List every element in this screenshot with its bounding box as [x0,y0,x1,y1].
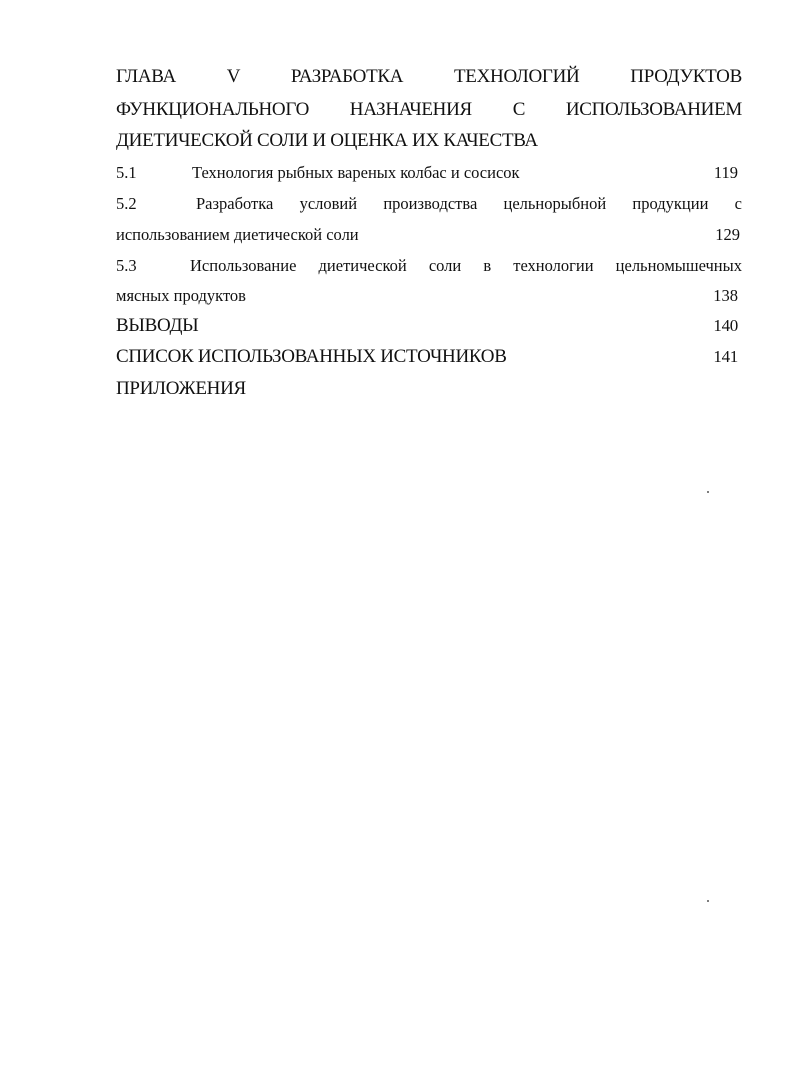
chapter-heading-line-3: ДИЕТИЧЕСКОЙ СОЛИ И ОЦЕНКА ИХ КАЧЕСТВА [116,130,538,151]
page-number: 138 [713,286,738,305]
references-label: СПИСОК ИСПОЛЬЗОВАННЫХ ИСТОЧНИКОВ [116,346,507,367]
scan-speck [707,491,709,493]
section-number: 5.3 [116,256,137,275]
title-word: условий [299,194,358,213]
title-word: цельномышечных [615,256,742,275]
title-word: Использование [190,256,297,275]
title-word: с [734,194,742,213]
chapter-word: ИСПОЛЬЗОВАНИЕМ [565,99,742,120]
section-title-line-1 [196,194,742,214]
chapter-word: V [226,66,241,87]
toc-entry-appendices: ПРИЛОЖЕНИЯ [116,378,246,399]
chapter-word: ПРОДУКТОВ [630,66,742,87]
chapter-word: ФУНКЦИОНАЛЬНОГО [116,99,309,120]
chapter-heading-line-2 [116,99,742,121]
toc-entry-references [116,346,742,368]
title-word: Разработка [196,194,274,213]
chapter-word: ГЛАВА [116,66,176,87]
title-word: в [483,256,492,275]
page-number: 140 [713,316,738,335]
chapter-word: ТЕХНОЛОГИЙ [454,66,580,87]
title-word: соли [428,256,462,275]
section-number: 5.2 [116,194,137,213]
scan-speck [707,900,709,902]
page-number: 129 [715,225,740,244]
chapter-word: НАЗНАЧЕНИЯ [349,99,472,120]
title-word: цельнорыбной [503,194,607,213]
conclusions-label: ВЫВОДЫ [116,315,199,336]
section-number: 5.1 [116,163,137,182]
toc-entry-5-1 [116,163,742,183]
chapter-word: РАЗРАБОТКА [290,66,404,87]
section-title-line-2: мясных продуктов [116,286,246,305]
title-word: диетической [318,256,407,275]
toc-entry-5-3-continuation [116,286,742,306]
toc-entry-5-2-continuation [116,225,742,245]
chapter-word: С [512,99,526,120]
section-title-line-2: использованием диетической соли [116,225,359,244]
title-word: продукции [632,194,709,213]
chapter-heading-line-1 [116,66,742,88]
title-word: технологии [513,256,594,275]
title-word: производства [383,194,478,213]
page-number: 141 [713,347,738,366]
section-title-line-1 [190,256,742,276]
toc-entry-5-2 [116,194,742,214]
page-number: 119 [713,163,738,182]
section-title: Технология рыбных вареных колбас и сосисок [192,163,520,182]
toc-entry-conclusions [116,315,742,337]
toc-entry-5-3 [116,256,742,276]
